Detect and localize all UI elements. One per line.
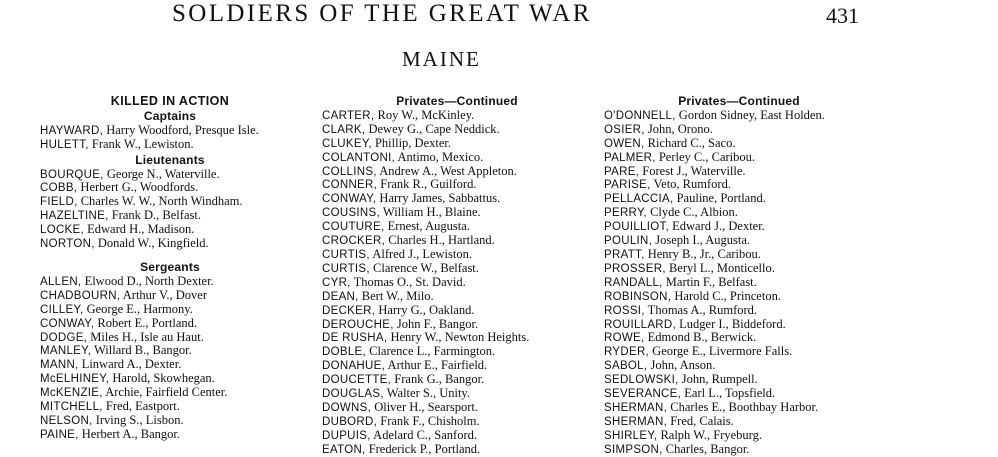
entry-details: Linward A., Dexter. — [78, 357, 182, 372]
entry-surname: CLUKEY, — [322, 137, 372, 150]
roster-entry — [40, 124, 300, 138]
entry-surname: DECKER, — [322, 304, 376, 317]
entry-surname: HAYWARD, — [40, 124, 104, 137]
roster-entry — [604, 290, 874, 304]
entry-details: Dewey G., Cape Neddick. — [365, 121, 500, 136]
entry-surname: OSIER, — [604, 123, 645, 136]
entry-details: Charles W. W., North Windham. — [77, 194, 243, 209]
entry-surname: SABOL, — [604, 360, 648, 373]
entry-details: Frank F., Chisholm. — [377, 413, 480, 428]
entry-details: Robert E., Portland. — [94, 315, 198, 330]
entry-surname: CONNER, — [322, 179, 378, 192]
entry-surname: COUSINS, — [322, 207, 380, 220]
roster-entry — [322, 262, 592, 276]
entry-surname: FIELD, — [40, 196, 78, 209]
roster-entry — [322, 331, 592, 345]
entry-surname: SHERMAN, — [604, 401, 668, 414]
entry-details: Harold C., Princeton. — [671, 288, 781, 303]
entry-details: Willard B., Bangor. — [91, 343, 192, 358]
entry-details: Edward J., Dexter. — [669, 219, 765, 234]
section-heading: Captains — [143, 108, 197, 123]
entry-surname: EATON, — [322, 443, 366, 456]
entry-details: Harry James, Sabbattus. — [376, 191, 501, 206]
roster-entry — [322, 276, 592, 290]
roster-entry — [604, 345, 874, 359]
roster-entry — [322, 123, 592, 137]
entry-surname: DOUCETTE, — [322, 374, 392, 387]
entry-details: Charles, Bangor. — [662, 441, 750, 456]
entry-details: Henry W., Newton Heights. — [387, 330, 530, 345]
entry-surname: POULIN, — [604, 235, 653, 248]
entry-surname: HULETT, — [40, 138, 89, 151]
entry-surname: SHERMAN, — [604, 415, 668, 428]
entry-surname: DONAHUE, — [322, 360, 386, 373]
entry-details: Clyde C., Albion. — [646, 205, 738, 220]
entry-details: Miles H., Isle au Haut. — [87, 329, 204, 344]
entry-details: Ludger I., Biddeford. — [676, 316, 786, 331]
entry-surname: McKENZIE, — [40, 387, 103, 400]
entry-surname: NELSON, — [40, 414, 93, 427]
entry-surname: CURTIS, — [322, 262, 370, 275]
entry-details: Joseph I., Augusta. — [652, 233, 751, 248]
entry-surname: DEAN, — [322, 290, 359, 303]
entry-surname: SIMPSON, — [604, 443, 663, 456]
roster-entry — [604, 178, 874, 192]
entry-surname: MANN, — [40, 359, 79, 372]
roster-column-2 — [322, 93, 592, 457]
entry-details: Earl L., Topsfield. — [681, 386, 776, 401]
entry-surname: HAZELTINE, — [40, 210, 109, 223]
entry-details: Forest J., Waterville. — [639, 163, 746, 178]
entry-surname: CONWAY, — [322, 193, 377, 206]
entry-surname: DODGE, — [40, 331, 88, 344]
entry-surname: OWEN, — [604, 137, 645, 150]
roster-entry — [40, 414, 300, 428]
entry-surname: DOBLE, — [322, 346, 366, 359]
entry-details: Antimo, Mexico. — [395, 149, 484, 164]
roster-entry — [604, 220, 874, 234]
entry-details: Arthur V., Dover — [120, 287, 208, 302]
entry-surname: CHADBOURN, — [40, 289, 121, 302]
entry-surname: COUTURE, — [322, 221, 385, 234]
roster-entry — [604, 151, 874, 165]
roster-entry — [604, 387, 874, 401]
roster-entry — [40, 237, 300, 251]
entry-surname: BOURQUE, — [40, 168, 104, 181]
entry-surname: McELHINEY, — [40, 373, 110, 386]
entry-surname: PARE, — [604, 165, 640, 178]
entry-details: John, Orono. — [644, 121, 713, 136]
entry-details: Martin F., Belfast. — [662, 274, 757, 289]
entry-surname: DUPUIS, — [322, 429, 371, 442]
entry-surname: COLANTONI, — [322, 151, 396, 164]
entry-surname: CILLEY, — [40, 303, 84, 316]
roster-column-3 — [604, 93, 874, 457]
entry-surname: COBB, — [40, 182, 78, 195]
entry-details: Richard C., Saco. — [644, 135, 736, 150]
roster-entry — [40, 372, 300, 386]
entry-details: Frank R., Guilford. — [377, 177, 477, 192]
page-number: 431 — [826, 3, 859, 28]
roster-entry — [40, 223, 300, 237]
entry-surname: CROCKER, — [322, 235, 386, 248]
roster-entry — [40, 195, 300, 209]
roster-entry — [40, 289, 300, 303]
roster-entry — [322, 220, 592, 234]
entry-details: Clarence W., Belfast. — [369, 260, 479, 275]
entry-details: George N., Waterville. — [103, 166, 220, 181]
entry-surname: COLLINS, — [322, 165, 377, 178]
entry-details: Donald W., Kingfield. — [94, 236, 209, 251]
entry-surname: SHIRLEY, — [604, 429, 658, 442]
roster-entry — [322, 109, 592, 123]
entry-details: Clarence L., Farmington. — [365, 344, 496, 359]
entry-details: Fred, Calais. — [667, 413, 734, 428]
entry-surname: DEROUCHE, — [322, 318, 394, 331]
entry-details: John, Rumpell. — [678, 372, 758, 387]
entry-details: Perley C., Caribou. — [655, 149, 756, 164]
entry-surname: CLARK, — [322, 123, 366, 136]
roster-entry — [604, 248, 874, 262]
roster-entry — [604, 192, 874, 206]
entry-details: Charles H., Hartland. — [385, 233, 495, 248]
entry-details: Edward H., Madison. — [83, 222, 195, 237]
entry-details: Andrew A., West Appleton. — [376, 163, 517, 178]
roster-entry — [322, 178, 592, 192]
roster-entry — [604, 262, 874, 276]
entry-details: Fred, Eastport. — [102, 399, 180, 414]
roster-entry — [604, 415, 874, 429]
roster-entry — [40, 344, 300, 358]
section-heading: KILLED IN ACTION — [110, 94, 230, 108]
entry-details: Frank D., Belfast. — [108, 208, 201, 223]
page-header — [0, 0, 998, 30]
entry-details: Adelard C., Sanford. — [370, 427, 477, 442]
entry-details: John, Anson. — [647, 358, 716, 373]
entry-surname: DE RUSHA, — [322, 332, 388, 345]
entry-details: Veto, Rumford. — [650, 177, 731, 192]
roster-entry — [40, 181, 300, 195]
entry-details: Bert W., Milo. — [358, 288, 434, 303]
state-heading: MAINE — [402, 47, 481, 71]
entry-surname: ROBINSON, — [604, 290, 672, 303]
entry-surname: DUBORD, — [322, 415, 378, 428]
entry-details: Frank W., Lewiston. — [88, 136, 194, 151]
entry-details: Oliver H., Searsport. — [371, 399, 478, 414]
entry-surname: PERRY, — [604, 207, 647, 220]
roster-entry — [322, 401, 592, 415]
roster-entry — [322, 192, 592, 206]
roster-entry — [322, 387, 592, 401]
entry-details: Archie, Fairfield Center. — [102, 385, 228, 400]
entry-surname: ROWE, — [604, 332, 645, 345]
entry-surname: POUILLIOT, — [604, 221, 669, 234]
roster-entry — [604, 276, 874, 290]
roster-entry — [322, 373, 592, 387]
entry-surname: MANLEY, — [40, 345, 92, 358]
entry-surname: PALMER, — [604, 151, 656, 164]
roster-entry — [604, 165, 874, 179]
entry-details: Phillip, Dexter. — [371, 135, 452, 150]
roster-entry — [604, 318, 874, 332]
entry-details: Walter S., Unity. — [383, 386, 470, 401]
entry-surname: ROSSI, — [604, 304, 645, 317]
roster-entry — [40, 386, 300, 400]
roster-entry — [40, 303, 300, 317]
entry-details: Elwood D., North Dexter. — [81, 273, 214, 288]
entry-details: Gordon Sidney, East Holden. — [675, 107, 825, 122]
roster-entry — [604, 331, 874, 345]
roster-entry — [604, 373, 874, 387]
entry-details: Arthur E., Fairfield. — [385, 358, 488, 373]
entry-surname: PARISE, — [604, 179, 651, 192]
entry-details: Ernest, Augusta. — [384, 219, 470, 234]
section-heading: Lieutenants — [135, 152, 205, 167]
entry-details: Harry Woodford, Presque Isle. — [103, 122, 259, 137]
entry-details: Herbert A., Bangor. — [78, 426, 181, 441]
entry-details: Edmond B., Berwick. — [644, 330, 757, 345]
entry-details: Pauline, Portland. — [673, 191, 766, 206]
entry-details: Herbert G., Woodfords. — [77, 180, 199, 195]
roster-entry — [40, 358, 300, 372]
roster-entry — [604, 401, 874, 415]
section-heading: Privates—Continued — [678, 94, 800, 108]
entry-details: Ralph W., Fryeburg. — [657, 427, 762, 442]
roster-entry — [40, 168, 300, 182]
roster-entry — [604, 137, 874, 151]
section-heading: Sergeants — [140, 259, 200, 274]
entry-details: William H., Blaine. — [380, 205, 481, 220]
roster-entry — [322, 415, 592, 429]
roster-entry — [322, 248, 592, 262]
roster-entry — [322, 165, 592, 179]
entry-details: Beryl L., Monticello. — [665, 260, 775, 275]
entry-details: Thomas A., Rumford. — [644, 302, 758, 317]
roster-entry — [40, 209, 300, 223]
running-title: SOLDIERS OF THE GREAT WAR — [172, 0, 592, 27]
roster-entry — [322, 359, 592, 373]
roster-entry — [322, 318, 592, 332]
entry-details: Charles E., Boothbay Harbor. — [667, 399, 819, 414]
roster-entry — [322, 345, 592, 359]
entry-surname: CONWAY, — [40, 317, 95, 330]
roster-entry — [322, 429, 592, 443]
entry-surname: DOUGLAS, — [322, 388, 384, 401]
roster-entry — [322, 206, 592, 220]
roster-entry — [604, 123, 874, 137]
roster-entry — [40, 400, 300, 414]
entry-surname: CYR, — [322, 276, 351, 289]
entry-details: George E., Livermore Falls. — [649, 344, 793, 359]
entry-surname: CARTER, — [322, 109, 375, 122]
section-heading: Privates—Continued — [396, 94, 518, 108]
entry-surname: MITCHELL, — [40, 401, 103, 414]
entry-details: Frank G., Bangor. — [391, 372, 485, 387]
entry-details: John F., Bangor. — [393, 316, 479, 331]
roster-entry — [40, 138, 300, 152]
roster-entry — [322, 234, 592, 248]
roster-entry — [604, 304, 874, 318]
entry-surname: RYDER, — [604, 346, 650, 359]
roster-entry — [322, 304, 592, 318]
entry-surname: SEVERANCE, — [604, 388, 682, 401]
roster-entry — [604, 359, 874, 373]
entry-details: Roy W., McKinley. — [374, 107, 475, 122]
roster-entry — [322, 290, 592, 304]
entry-surname: DOWNS, — [322, 401, 372, 414]
roster-entry — [604, 234, 874, 248]
entry-details: Alfred J., Lewiston. — [369, 246, 472, 261]
entry-details: Henry B., Jr., Caribou. — [644, 246, 761, 261]
entry-surname: PELLACCIA, — [604, 193, 674, 206]
entry-details: Harry G., Oakland. — [375, 302, 475, 317]
entry-surname: ALLEN, — [40, 275, 82, 288]
roster-entry — [322, 137, 592, 151]
entry-details: Thomas O., St. David. — [350, 274, 466, 289]
roster-entry — [40, 317, 300, 331]
entry-surname: RANDALL, — [604, 276, 663, 289]
roster-entry — [40, 331, 300, 345]
entry-surname: PAINE, — [40, 428, 79, 441]
entry-details: Frederick P., Portland. — [365, 441, 481, 456]
roster-entry — [40, 275, 300, 289]
entry-surname: PRATT, — [604, 248, 645, 261]
roster-column-1 — [40, 93, 300, 442]
roster-entry — [40, 428, 300, 442]
entry-details: Harold, Skowhegan. — [109, 371, 215, 386]
entry-details: Irving S., Lisbon. — [92, 412, 184, 427]
roster-entry — [604, 109, 874, 123]
entry-surname: O'DONNELL, — [604, 109, 676, 122]
entry-details: George E., Harmony. — [83, 301, 193, 316]
entry-surname: NORTON, — [40, 238, 95, 251]
roster-entry — [604, 206, 874, 220]
roster-entry — [604, 429, 874, 443]
entry-surname: SEDLOWSKI, — [604, 374, 679, 387]
roster-entry — [322, 151, 592, 165]
entry-surname: ROUILLARD, — [604, 318, 677, 331]
entry-surname: PROSSER, — [604, 262, 666, 275]
entry-surname: LOCKE, — [40, 224, 84, 237]
entry-surname: CURTIS, — [322, 248, 370, 261]
